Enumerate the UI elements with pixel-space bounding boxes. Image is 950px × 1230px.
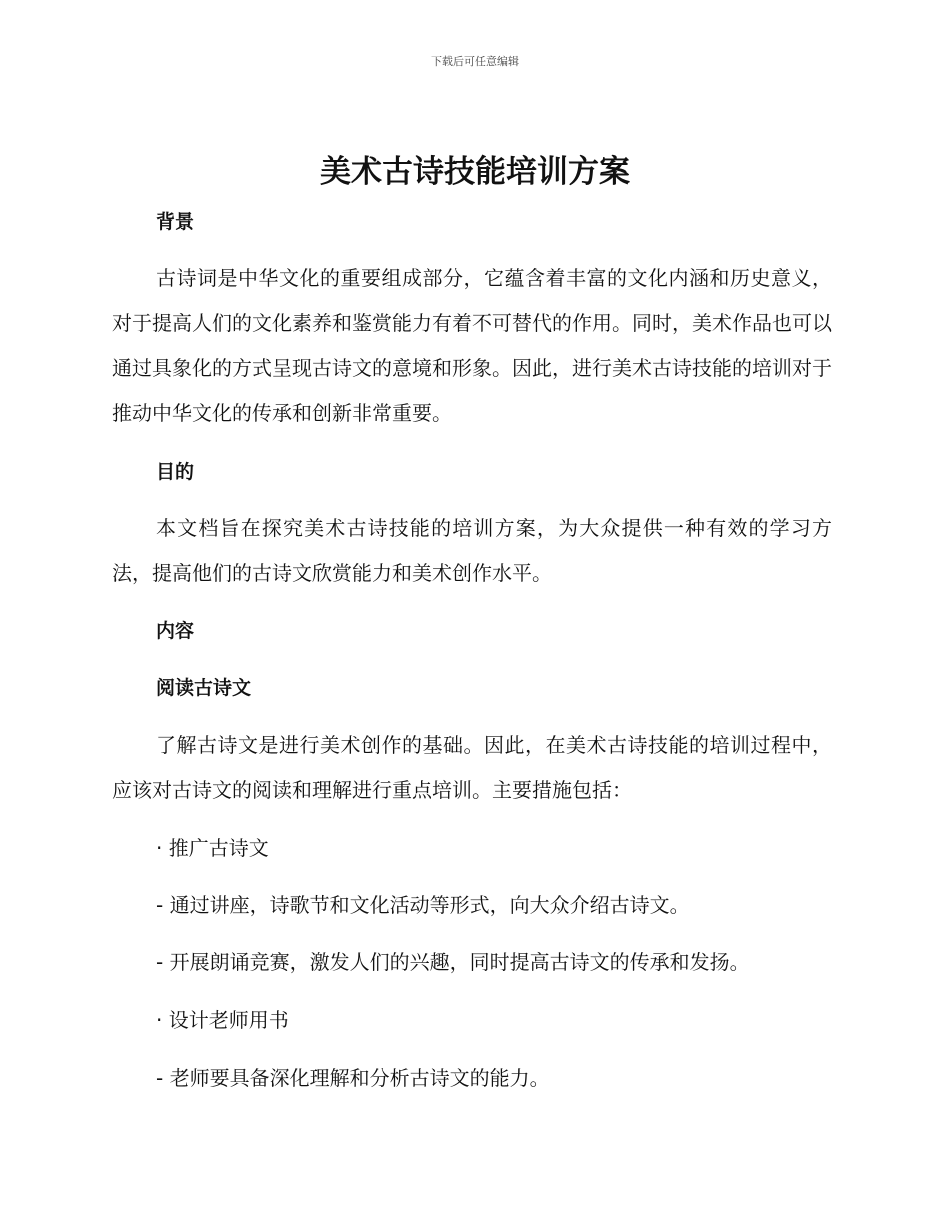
list-item: · 设计老师用书 (156, 1008, 289, 1032)
background-paragraph: 古诗词是中华文化的重要组成部分，它蕴含着丰富的文化内涵和历史意义，对于提高人们的文化素养和鉴赏能力有着不可替代的作用。同时，美术作品也可以通过具象化的方式呈现古诗文的意境和形象。因此，进行美术古诗技能的培训对于推动中华文化的传承和创新非常重要。 (112, 266, 832, 425)
document-title: 美术古诗技能培训方案 (320, 154, 630, 190)
reading-paragraph: 了解古诗文是进行美术创作的基础。因此，在美术古诗技能的培训过程中，应该对古诗文的阅读和理解进行重点培训。主要措施包括： (112, 733, 832, 802)
purpose-paragraph: 本文档旨在探究美术古诗技能的培训方案，为大众提供一种有效的学习方法，提高他们的古诗文欣赏能力和美术创作水平。 (112, 516, 832, 585)
section-heading-reading: 阅读古诗文 (156, 677, 252, 699)
header-note: 下载后可任意编辑 (431, 55, 519, 68)
section-heading-content: 内容 (156, 620, 195, 642)
list-item: - 老师要具备深化理解和分析古诗文的能力。 (156, 1066, 550, 1090)
list-item: - 通过讲座，诗歌节和文化活动等形式，向大众介绍古诗文。 (156, 893, 690, 917)
section-heading-purpose: 目的 (156, 461, 195, 483)
section-heading-background: 背景 (156, 211, 195, 233)
list-item: · 推广古诗文 (156, 836, 269, 860)
list-item: - 开展朗诵竞赛，激发人们的兴趣，同时提高古诗文的传承和发扬。 (156, 950, 750, 974)
